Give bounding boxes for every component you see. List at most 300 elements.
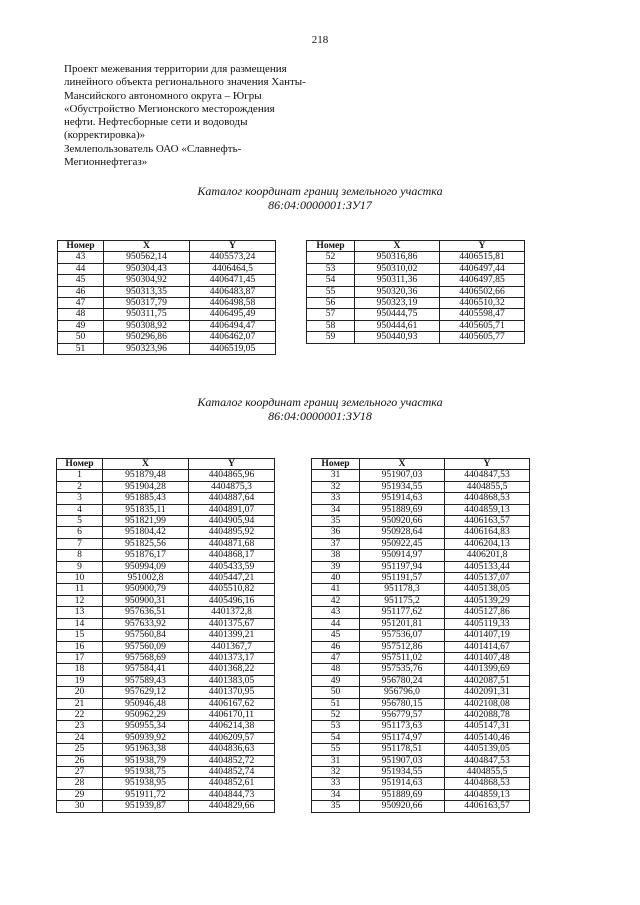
table-row [312, 493, 530, 504]
table-row [312, 721, 530, 732]
point-number-cell: 50 [312, 687, 360, 698]
table-row [57, 595, 275, 606]
table-row [307, 252, 525, 263]
y-coordinate-cell: 4406209,57 [189, 732, 275, 743]
y-coordinate-cell: 4406495,49 [190, 309, 276, 320]
y-coordinate-cell: 4404859,13 [445, 504, 530, 515]
x-coordinate-cell: 950900,79 [103, 584, 189, 595]
point-number-cell: 45 [312, 630, 360, 641]
column-header-x: X [360, 459, 445, 470]
x-coordinate-cell: 950296,86 [104, 332, 190, 343]
point-number-cell: 43 [58, 252, 104, 263]
point-number-cell: 3 [57, 493, 103, 504]
column-header-number: Номер [57, 459, 103, 470]
x-coordinate-cell: 950308,92 [104, 320, 190, 331]
table-row [312, 778, 530, 789]
x-coordinate-cell: 951911,72 [103, 789, 189, 800]
point-number-cell: 27 [57, 766, 103, 777]
table-row [312, 607, 530, 618]
point-number-cell: 22 [57, 709, 103, 720]
point-number-cell: 35 [312, 516, 360, 527]
x-coordinate-cell: 950920,66 [360, 801, 445, 812]
point-number-cell: 53 [312, 721, 360, 732]
land-user-line: Мегионнефтегаз» [64, 156, 148, 169]
y-coordinate-cell: 4404859,13 [445, 789, 530, 800]
y-coordinate-cell: 4402088,78 [445, 709, 530, 720]
project-line: линейного объекта регионального значения Ханты- [64, 76, 306, 89]
y-coordinate-cell: 4404855,5 [445, 766, 530, 777]
y-coordinate-cell: 4401370,95 [189, 687, 275, 698]
x-coordinate-cell: 957536,07 [360, 630, 445, 641]
table-row [57, 641, 275, 652]
point-number-cell: 44 [58, 263, 104, 274]
point-number-cell: 56 [307, 298, 355, 309]
point-number-cell: 43 [312, 607, 360, 618]
table-row [307, 309, 525, 320]
x-coordinate-cell: 950562,14 [104, 252, 190, 263]
y-coordinate-cell: 4404847,53 [445, 470, 530, 481]
point-number-cell: 1 [57, 470, 103, 481]
y-coordinate-cell: 4404895,92 [189, 527, 275, 538]
point-number-cell: 12 [57, 595, 103, 606]
point-number-cell: 13 [57, 607, 103, 618]
y-coordinate-cell: 4401407,19 [445, 630, 530, 641]
point-number-cell: 29 [57, 789, 103, 800]
table-row [307, 332, 525, 343]
table-row [307, 263, 525, 274]
point-number-cell: 46 [312, 641, 360, 652]
table-row [57, 698, 275, 709]
y-coordinate-cell: 4401367,7 [189, 641, 275, 652]
point-number-cell: 49 [312, 675, 360, 686]
point-number-cell: 16 [57, 641, 103, 652]
table-row [307, 298, 525, 309]
point-number-cell: 2 [57, 481, 103, 492]
coordinate-table-zu18-left [56, 458, 275, 813]
table-row [58, 252, 276, 263]
point-number-cell: 49 [58, 320, 104, 331]
x-coordinate-cell: 950323,96 [104, 343, 190, 354]
x-coordinate-cell: 951938,95 [103, 778, 189, 789]
page-number: 218 [311, 34, 329, 46]
y-coordinate-cell: 4404844,73 [189, 789, 275, 800]
table-row [307, 275, 525, 286]
x-coordinate-cell: 950311,75 [104, 309, 190, 320]
y-coordinate-cell: 4405127,86 [445, 607, 530, 618]
coordinate-table-zu17-left [57, 240, 276, 355]
x-coordinate-cell: 950311,36 [355, 275, 440, 286]
x-coordinate-cell: 951889,69 [360, 789, 445, 800]
x-coordinate-cell: 951178,3 [360, 584, 445, 595]
table-row [312, 630, 530, 641]
table-row [57, 721, 275, 732]
y-coordinate-cell: 4406464,5 [190, 263, 276, 274]
point-number-cell: 35 [312, 801, 360, 812]
x-coordinate-cell: 951934,55 [360, 481, 445, 492]
x-coordinate-cell: 956780,15 [360, 698, 445, 709]
y-coordinate-cell: 4406163,57 [445, 801, 530, 812]
y-coordinate-cell: 4401373,17 [189, 652, 275, 663]
y-coordinate-cell: 4405447,21 [189, 573, 275, 584]
table-row [57, 732, 275, 743]
y-coordinate-cell: 4401372,8 [189, 607, 275, 618]
point-number-cell: 52 [312, 709, 360, 720]
x-coordinate-cell: 950922,45 [360, 538, 445, 549]
column-header-y: Y [190, 241, 276, 252]
table-row [312, 538, 530, 549]
y-coordinate-cell: 4401368,22 [189, 664, 275, 675]
point-number-cell: 28 [57, 778, 103, 789]
y-coordinate-cell: 4401383,05 [189, 675, 275, 686]
table-row [57, 607, 275, 618]
y-coordinate-cell: 4405605,71 [440, 320, 525, 331]
x-coordinate-cell: 957511,02 [360, 652, 445, 663]
y-coordinate-cell: 4405119,33 [445, 618, 530, 629]
point-number-cell: 33 [312, 778, 360, 789]
catalog-title-line: Каталог координат границ земельного участка [197, 184, 443, 198]
point-number-cell: 37 [312, 538, 360, 549]
point-number-cell: 59 [307, 332, 355, 343]
project-line: «Обустройство Мегионского месторождения [64, 102, 275, 115]
x-coordinate-cell: 951907,03 [360, 755, 445, 766]
table-row [312, 766, 530, 777]
x-coordinate-cell: 951889,69 [360, 504, 445, 515]
x-coordinate-cell: 950900,31 [103, 595, 189, 606]
y-coordinate-cell: 4404871,68 [189, 538, 275, 549]
point-number-cell: 17 [57, 652, 103, 663]
project-line: Мансийского автономного округа – Югры [64, 89, 262, 102]
point-number-cell: 10 [57, 573, 103, 584]
column-header-x: X [355, 241, 440, 252]
y-coordinate-cell: 4405137,07 [445, 573, 530, 584]
column-header-number: Номер [307, 241, 355, 252]
point-number-cell: 55 [312, 744, 360, 755]
y-coordinate-cell: 4405138,05 [445, 584, 530, 595]
table-row [57, 709, 275, 720]
x-coordinate-cell: 951907,03 [360, 470, 445, 481]
x-coordinate-cell: 951938,79 [103, 755, 189, 766]
table-row [57, 527, 275, 538]
x-coordinate-cell: 951825,56 [103, 538, 189, 549]
y-coordinate-cell: 4404868,53 [445, 493, 530, 504]
y-coordinate-cell: 4401399,69 [445, 664, 530, 675]
point-number-cell: 47 [58, 298, 104, 309]
land-user-line: Землепользователь ОАО «Славнефть- [64, 142, 242, 155]
point-number-cell: 51 [312, 698, 360, 709]
point-number-cell: 52 [307, 252, 355, 263]
y-coordinate-cell: 4406497,44 [440, 263, 525, 274]
point-number-cell: 40 [312, 573, 360, 584]
table-row [57, 755, 275, 766]
x-coordinate-cell: 956796,0 [360, 687, 445, 698]
y-coordinate-cell: 4405139,29 [445, 595, 530, 606]
y-coordinate-cell: 4406170,11 [189, 709, 275, 720]
point-number-cell: 36 [312, 527, 360, 538]
table-row [312, 561, 530, 572]
column-header-x: X [104, 241, 190, 252]
y-coordinate-cell: 4406471,45 [190, 275, 276, 286]
parcel-number: 86:04:0000001:ЗУ17 [268, 198, 372, 212]
y-coordinate-cell: 4404836,63 [189, 744, 275, 755]
table-row [57, 618, 275, 629]
catalog-title-zu18 [0, 395, 640, 423]
table-row [57, 516, 275, 527]
y-coordinate-cell: 4406498,58 [190, 298, 276, 309]
point-number-cell: 44 [312, 618, 360, 629]
point-number-cell: 34 [312, 789, 360, 800]
x-coordinate-cell: 957512,86 [360, 641, 445, 652]
point-number-cell: 8 [57, 550, 103, 561]
x-coordinate-cell: 951191,57 [360, 573, 445, 584]
table-row [57, 504, 275, 515]
x-coordinate-cell: 957636,51 [103, 607, 189, 618]
table-row [312, 550, 530, 561]
y-coordinate-cell: 4404875,3 [189, 481, 275, 492]
point-number-cell: 21 [57, 698, 103, 709]
y-coordinate-cell: 4405147,31 [445, 721, 530, 732]
point-number-cell: 31 [312, 755, 360, 766]
point-number-cell: 30 [57, 801, 103, 812]
x-coordinate-cell: 951963,38 [103, 744, 189, 755]
point-number-cell: 15 [57, 630, 103, 641]
table-row [58, 263, 276, 274]
y-coordinate-cell: 4406167,62 [189, 698, 275, 709]
y-coordinate-cell: 4404847,53 [445, 755, 530, 766]
point-number-cell: 41 [312, 584, 360, 595]
x-coordinate-cell: 951821,99 [103, 516, 189, 527]
point-number-cell: 45 [58, 275, 104, 286]
point-number-cell: 20 [57, 687, 103, 698]
point-number-cell: 55 [307, 286, 355, 297]
y-coordinate-cell: 4404868,53 [445, 778, 530, 789]
y-coordinate-cell: 4406502,66 [440, 286, 525, 297]
x-coordinate-cell: 956780,24 [360, 675, 445, 686]
y-coordinate-cell: 4402087,51 [445, 675, 530, 686]
table-row [312, 481, 530, 492]
table-row [57, 664, 275, 675]
x-coordinate-cell: 950444,75 [355, 309, 440, 320]
x-coordinate-cell: 951876,17 [103, 550, 189, 561]
y-coordinate-cell: 4406204,13 [445, 538, 530, 549]
table-row [312, 516, 530, 527]
table-row [57, 744, 275, 755]
y-coordinate-cell: 4406163,57 [445, 516, 530, 527]
y-coordinate-cell: 4406214,38 [189, 721, 275, 732]
table-row [58, 275, 276, 286]
y-coordinate-cell: 4402108,08 [445, 698, 530, 709]
x-coordinate-cell: 951173,63 [360, 721, 445, 732]
y-coordinate-cell: 4406494,47 [190, 320, 276, 331]
y-coordinate-cell: 4404852,61 [189, 778, 275, 789]
table-row [312, 470, 530, 481]
point-number-cell: 18 [57, 664, 103, 675]
table-row [312, 687, 530, 698]
x-coordinate-cell: 950313,35 [104, 286, 190, 297]
y-coordinate-cell: 4406462,07 [190, 332, 276, 343]
x-coordinate-cell: 950946,48 [103, 698, 189, 709]
point-number-cell: 54 [312, 732, 360, 743]
x-coordinate-cell: 951934,55 [360, 766, 445, 777]
table-row [58, 343, 276, 354]
point-number-cell: 51 [58, 343, 104, 354]
table-row [58, 309, 276, 320]
x-coordinate-cell: 950310,02 [355, 263, 440, 274]
table-row [312, 595, 530, 606]
x-coordinate-cell: 951197,94 [360, 561, 445, 572]
table-row [312, 641, 530, 652]
y-coordinate-cell: 4405573,24 [190, 252, 276, 263]
catalog-title-line: Каталог координат границ земельного участка [197, 395, 443, 409]
table-row [57, 789, 275, 800]
table-row [57, 538, 275, 549]
point-number-cell: 58 [307, 320, 355, 331]
table-row [57, 561, 275, 572]
table-row [57, 687, 275, 698]
point-number-cell: 32 [312, 766, 360, 777]
x-coordinate-cell: 951835,11 [103, 504, 189, 515]
point-number-cell: 14 [57, 618, 103, 629]
table-row [307, 320, 525, 331]
y-coordinate-cell: 4401399,21 [189, 630, 275, 641]
table-row [312, 801, 530, 812]
y-coordinate-cell: 4401407,48 [445, 652, 530, 663]
y-coordinate-cell: 4404887,64 [189, 493, 275, 504]
x-coordinate-cell: 950323,19 [355, 298, 440, 309]
table-row [312, 789, 530, 800]
x-coordinate-cell: 957568,69 [103, 652, 189, 663]
x-coordinate-cell: 951885,43 [103, 493, 189, 504]
point-number-cell: 48 [58, 309, 104, 320]
point-number-cell: 33 [312, 493, 360, 504]
x-coordinate-cell: 951904,28 [103, 481, 189, 492]
project-description [64, 63, 334, 169]
x-coordinate-cell: 950444,61 [355, 320, 440, 331]
column-header-x: X [103, 459, 189, 470]
point-number-cell: 48 [312, 664, 360, 675]
y-coordinate-cell: 4405605,77 [440, 332, 525, 343]
point-number-cell: 4 [57, 504, 103, 515]
y-coordinate-cell: 4406510,32 [440, 298, 525, 309]
y-coordinate-cell: 4406515,81 [440, 252, 525, 263]
y-coordinate-cell: 4405433,59 [189, 561, 275, 572]
x-coordinate-cell: 957629,12 [103, 687, 189, 698]
y-coordinate-cell: 4406201,8 [445, 550, 530, 561]
table-row [312, 652, 530, 663]
table-row [312, 755, 530, 766]
coordinate-table-zu17-right [306, 240, 525, 344]
table-row [57, 778, 275, 789]
y-coordinate-cell: 4401375,67 [189, 618, 275, 629]
y-coordinate-cell: 4404852,72 [189, 755, 275, 766]
table-row [57, 573, 275, 584]
column-header-number: Номер [58, 241, 104, 252]
x-coordinate-cell: 950440,93 [355, 332, 440, 343]
table-row [57, 470, 275, 481]
x-coordinate-cell: 950955,34 [103, 721, 189, 732]
table-row [57, 584, 275, 595]
point-number-cell: 24 [57, 732, 103, 743]
project-line: Проект межевания территории для размещения [64, 63, 287, 75]
y-coordinate-cell: 4402091,31 [445, 687, 530, 698]
y-coordinate-cell: 4404905,94 [189, 516, 275, 527]
table-row [312, 573, 530, 584]
table-row [312, 732, 530, 743]
point-number-cell: 57 [307, 309, 355, 320]
coordinate-table-zu18-right [311, 458, 530, 813]
y-coordinate-cell: 4404855,5 [445, 481, 530, 492]
table-row [312, 527, 530, 538]
table-row [57, 766, 275, 777]
point-number-cell: 25 [57, 744, 103, 755]
x-coordinate-cell: 957535,76 [360, 664, 445, 675]
table-row [312, 744, 530, 755]
column-header-y: Y [440, 241, 525, 252]
point-number-cell: 42 [312, 595, 360, 606]
x-coordinate-cell: 957584,41 [103, 664, 189, 675]
x-coordinate-cell: 956779,57 [360, 709, 445, 720]
y-coordinate-cell: 4404868,17 [189, 550, 275, 561]
x-coordinate-cell: 957560,09 [103, 641, 189, 652]
parcel-number: 86:04:0000001:ЗУ18 [268, 409, 372, 423]
x-coordinate-cell: 951938,75 [103, 766, 189, 777]
column-header-number: Номер [312, 459, 360, 470]
table-row [312, 504, 530, 515]
x-coordinate-cell: 950928,64 [360, 527, 445, 538]
point-number-cell: 31 [312, 470, 360, 481]
point-number-cell: 7 [57, 538, 103, 549]
table-row [57, 801, 275, 812]
x-coordinate-cell: 950939,92 [103, 732, 189, 743]
x-coordinate-cell: 951002,8 [103, 573, 189, 584]
y-coordinate-cell: 4404865,96 [189, 470, 275, 481]
point-number-cell: 47 [312, 652, 360, 663]
table-row [312, 664, 530, 675]
column-header-y: Y [189, 459, 275, 470]
y-coordinate-cell: 4406483,87 [190, 286, 276, 297]
table-row [57, 550, 275, 561]
point-number-cell: 34 [312, 504, 360, 515]
catalog-title-zu17 [0, 184, 640, 212]
x-coordinate-cell: 950962,29 [103, 709, 189, 720]
point-number-cell: 38 [312, 550, 360, 561]
x-coordinate-cell: 950304,92 [104, 275, 190, 286]
x-coordinate-cell: 957633,92 [103, 618, 189, 629]
x-coordinate-cell: 951201,81 [360, 618, 445, 629]
x-coordinate-cell: 957589,43 [103, 675, 189, 686]
table-row [58, 298, 276, 309]
y-coordinate-cell: 4405139,05 [445, 744, 530, 755]
point-number-cell: 19 [57, 675, 103, 686]
table-row [57, 675, 275, 686]
point-number-cell: 5 [57, 516, 103, 527]
x-coordinate-cell: 951939,87 [103, 801, 189, 812]
y-coordinate-cell: 4405496,16 [189, 595, 275, 606]
table-row [312, 709, 530, 720]
y-coordinate-cell: 4405140,46 [445, 732, 530, 743]
table-row [58, 286, 276, 297]
table-row [57, 652, 275, 663]
point-number-cell: 50 [58, 332, 104, 343]
project-line: (корректировка)» [64, 129, 146, 142]
table-row [58, 320, 276, 331]
y-coordinate-cell: 4404829,66 [189, 801, 275, 812]
x-coordinate-cell: 950994,09 [103, 561, 189, 572]
point-number-cell: 53 [307, 263, 355, 274]
x-coordinate-cell: 950304,43 [104, 263, 190, 274]
table-row [307, 286, 525, 297]
x-coordinate-cell: 951177,62 [360, 607, 445, 618]
table-row [57, 493, 275, 504]
